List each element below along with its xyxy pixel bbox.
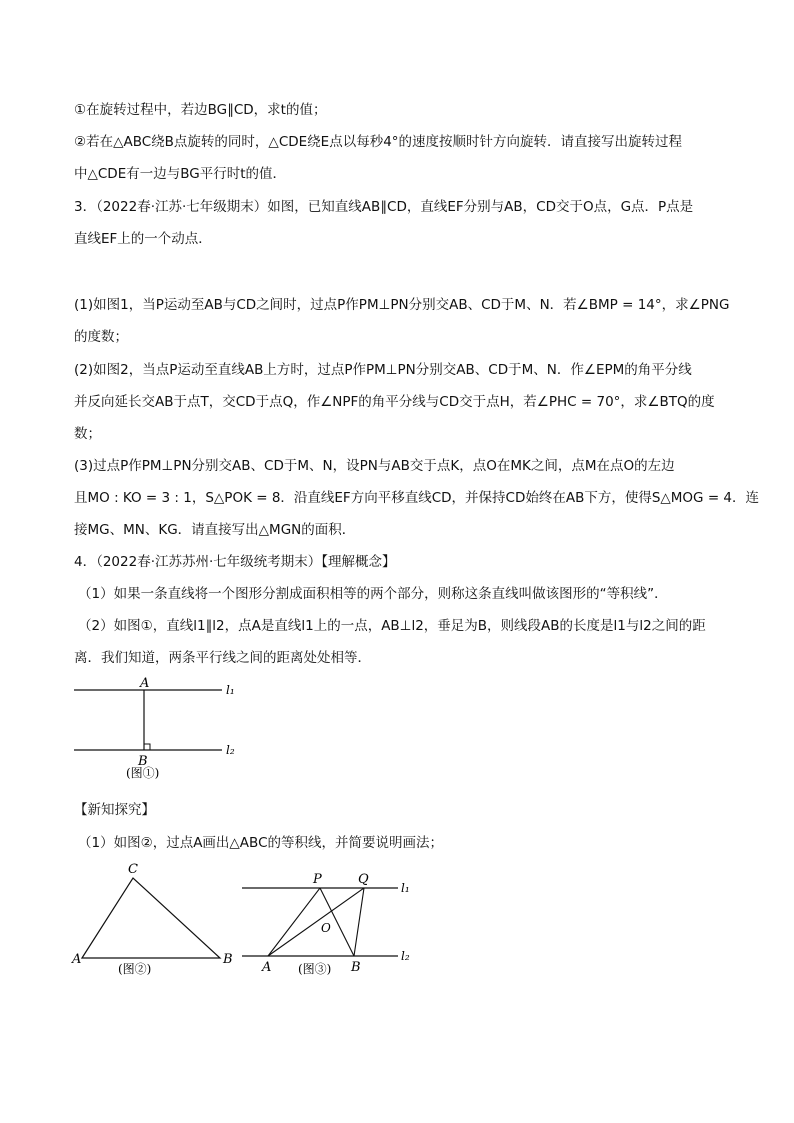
segment-ap [268, 888, 320, 956]
text-line-16: （2）如图①，直线l1∥l2，点A是直线l1上的一点，AB⊥l2，垂足为B，则线段AB的长度是l1与l2之间的距 [78, 618, 706, 634]
segment-aq [268, 888, 364, 956]
text-line-14: 4．（2022春·江苏苏州·七年级统考期末）【理解概念】 [74, 554, 396, 570]
triangle-abc [82, 878, 220, 958]
figure-2 [70, 860, 240, 980]
text-line-5: 直线EF上的一个动点． [74, 231, 212, 247]
label-c: C [128, 862, 138, 877]
label-b: B [138, 754, 148, 769]
label-l2: l₂ [226, 743, 235, 757]
text-line-7: 的度数； [74, 329, 128, 345]
caption-fig2: (图②) [118, 962, 152, 976]
text-line-18: 【新知探究】 [74, 802, 155, 818]
label-q: Q [358, 872, 369, 887]
text-line-3: 中△CDE有一边与BG平行时t的值． [74, 166, 287, 182]
label-b: B [223, 952, 233, 967]
label-o: O [321, 921, 331, 935]
text-line-6: (1)如图1，当P运动至AB与CD之间时，过点P作PM⊥PN分别交AB、CD于M、N．若∠BMP = 14°，求∠PNG [74, 297, 730, 313]
text-line-9: 并反向延长交AB于点T，交CD于点Q，作∠NPF的角平分线与CD交于点H，若∠PHC = 70°，求∠BTQ的度 [74, 394, 715, 410]
label-a: A [262, 960, 272, 975]
label-l1: l₁ [226, 683, 235, 697]
text-line-8: (2)如图2，当点P运动至直线AB上方时，过点P作PM⊥PN分别交AB、CD于M、N．作∠EPM的角平分线 [74, 362, 692, 378]
figure-1 [70, 675, 250, 785]
text-line-11: (3)过点P作PM⊥PN分别交AB、CD于M、N，设PN与AB交于点K，点O在MK之间，点M在点O的左边 [74, 458, 675, 474]
caption-fig1: (图①) [126, 766, 160, 780]
label-p: P [313, 872, 322, 887]
text-line-19: （1）如图②，过点A画出△ABC的等积线，并简要说明画法； [78, 835, 443, 851]
text-line-13: 接MG、MN、KG．请直接写出△MGN的面积． [74, 522, 356, 538]
text-line-15: （1）如果一条直线将一个图形分割成面积相等的两个部分，则称这条直线叫做该图形的“等积线”． [78, 586, 668, 602]
label-b: B [351, 960, 361, 975]
text-line-2: ②若在△ABC绕B点旋转的同时，△CDE绕E点以每秒4°的速度按顺时针方向旋转．请直接写出旋转过程 [74, 134, 683, 150]
label-a: A [140, 676, 150, 691]
caption-fig3: (图③) [298, 962, 332, 976]
label-l2: l₂ [401, 949, 410, 963]
text-line-4: 3．（2022春·江苏·七年级期末）如图，已知直线AB∥CD，直线EF分别与AB，CD交于O点，G点．P点是 [74, 199, 694, 215]
text-line-10: 数； [74, 426, 101, 442]
text-line-1: ①在旋转过程中，若边BG∥CD，求t的值； [74, 102, 327, 118]
segment-bq [354, 888, 364, 956]
label-l1: l₁ [401, 881, 410, 895]
text-line-17: 离．我们知道，两条平行线之间的距离处处相等． [74, 650, 371, 666]
label-a: A [72, 952, 82, 967]
figure-3 [240, 870, 420, 980]
right-angle-mark [144, 744, 150, 750]
text-line-12: 且MO : KO = 3 : 1，S△POK = 8．沿直线EF方向平移直线CD，并保持CD始终在AB下方，使得S△MOG = 4．连 [74, 490, 760, 506]
